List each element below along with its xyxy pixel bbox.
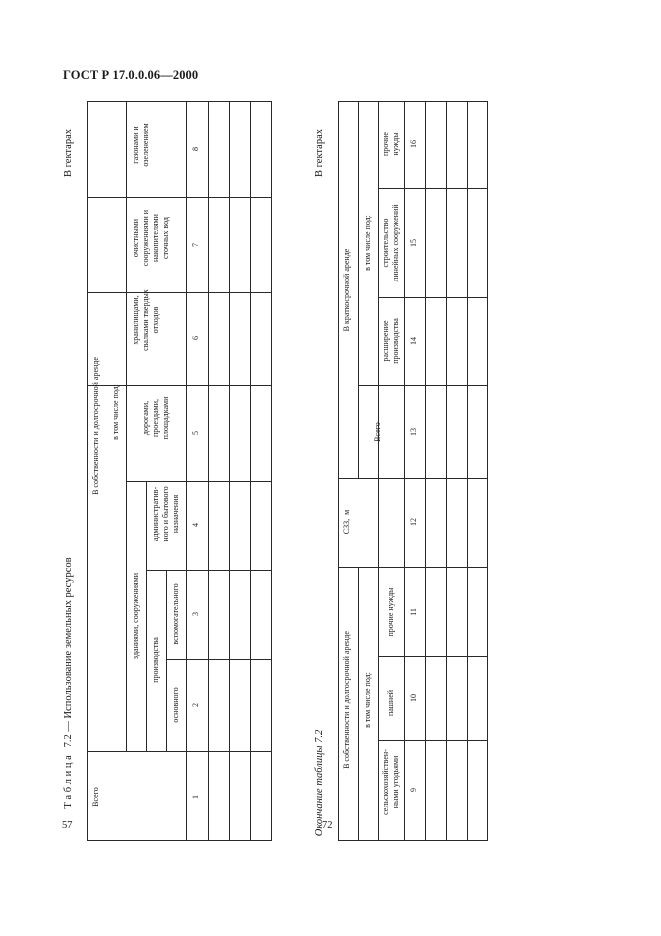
- table-line: [425, 101, 426, 841]
- page-header-title: ГОСТ Р 17.0.0.06—2000: [63, 68, 199, 82]
- left-header-lawns: газонами и озеленением: [131, 123, 150, 167]
- left-header-production: производства: [151, 637, 160, 683]
- right-header-other2: прочие нужды: [381, 132, 400, 156]
- left-header-admin: административ- ного и бытового назначения: [151, 486, 180, 542]
- table-line: [229, 101, 230, 841]
- left-header-buildings: зданиями, сооружениями: [131, 572, 140, 660]
- table-line: [87, 101, 272, 102]
- right-header-including: в том числе под:: [363, 672, 372, 728]
- right-header-own-long-lease: В собственности и долгосрочной аренде: [342, 631, 351, 769]
- table-line: [358, 101, 359, 478]
- table-line: [87, 101, 88, 841]
- left-page-number: 57: [62, 820, 73, 831]
- left-header-storage: хранилищами, свалками твердых отходов: [131, 289, 160, 351]
- right-header-linear: строительство линейных сооружений: [381, 204, 400, 282]
- table-line: [467, 101, 468, 841]
- table-line: [166, 570, 167, 751]
- left-col-number: 7: [191, 243, 200, 247]
- table-line: [378, 188, 488, 189]
- right-col-number: 11: [409, 608, 418, 616]
- table-line: [250, 101, 251, 841]
- table-line: [446, 101, 447, 841]
- right-header-arable: пашней: [386, 689, 395, 717]
- right-header-expansion: расширение производства: [381, 318, 400, 364]
- right-col-number: 14: [409, 337, 418, 345]
- right-col-number: 13: [409, 428, 418, 436]
- right-page-number: 72: [322, 820, 333, 831]
- right-col-number: 16: [409, 140, 418, 148]
- table-line: [404, 101, 405, 841]
- table-line: [338, 840, 488, 841]
- table-line: [378, 740, 488, 741]
- table-line: [146, 481, 147, 751]
- table-line: [271, 101, 272, 841]
- right-table-unit: В гектарах: [314, 129, 325, 177]
- right-header-short-lease: В краткосрочной аренде: [342, 248, 351, 332]
- left-col-number: 6: [191, 336, 200, 340]
- table-line: [378, 297, 488, 298]
- table-line: [87, 292, 272, 293]
- left-header-auxiliary: вспомогательного: [171, 583, 180, 645]
- table-line: [126, 101, 127, 751]
- left-header-treatment: очистными сооружениями и накопителями сточных вод: [131, 209, 170, 267]
- table-line: [166, 659, 272, 660]
- left-col-number: 2: [191, 703, 200, 707]
- left-header-roads: дорогами, проездами, площадками: [141, 396, 170, 440]
- left-header-total: Всего: [91, 787, 100, 807]
- left-col-number: 8: [191, 147, 200, 151]
- table-line: [87, 840, 272, 841]
- table-line: [338, 101, 339, 841]
- table-line: [338, 567, 488, 568]
- right-col-number: 15: [409, 239, 418, 247]
- left-col-number: 3: [191, 612, 200, 616]
- right-header-other: прочие нужды: [386, 587, 395, 637]
- table-line: [358, 567, 359, 840]
- right-header-szz: СЗЗ, м: [342, 509, 351, 535]
- table-line: [378, 656, 488, 657]
- left-col-number: 5: [191, 431, 200, 435]
- right-col-number: 10: [409, 694, 418, 702]
- right-col-number: 9: [409, 788, 418, 792]
- right-col-number: 12: [409, 518, 418, 526]
- right-header-agri: сельскохозяйствен- ными угодьями: [381, 749, 400, 815]
- right-header-total: Всего: [373, 422, 382, 442]
- left-table-unit: В гектарах: [63, 129, 74, 177]
- table-line: [378, 101, 379, 841]
- left-header-own-long-lease: В собственности и долгосрочной аренде: [91, 357, 100, 495]
- left-col-number: 4: [191, 523, 200, 527]
- table-line: [146, 570, 272, 571]
- table-line: [487, 101, 488, 841]
- table-line: [186, 101, 187, 841]
- table-line: [338, 101, 488, 102]
- left-col-number: 1: [191, 795, 200, 799]
- left-header-including: в том числе под:: [111, 384, 120, 440]
- table-line: [208, 101, 209, 841]
- table-line: [87, 751, 272, 752]
- left-table-caption: Т а б л и ц а 7.2 — Использование земельных ресурсов: [63, 557, 74, 809]
- right-header-including2: в том числе под:: [363, 215, 372, 271]
- table-line: [338, 478, 488, 479]
- right-table-caption: Окончание таблицы 7.2: [314, 729, 325, 837]
- left-header-main: основного: [171, 687, 180, 723]
- table-line: [87, 197, 272, 198]
